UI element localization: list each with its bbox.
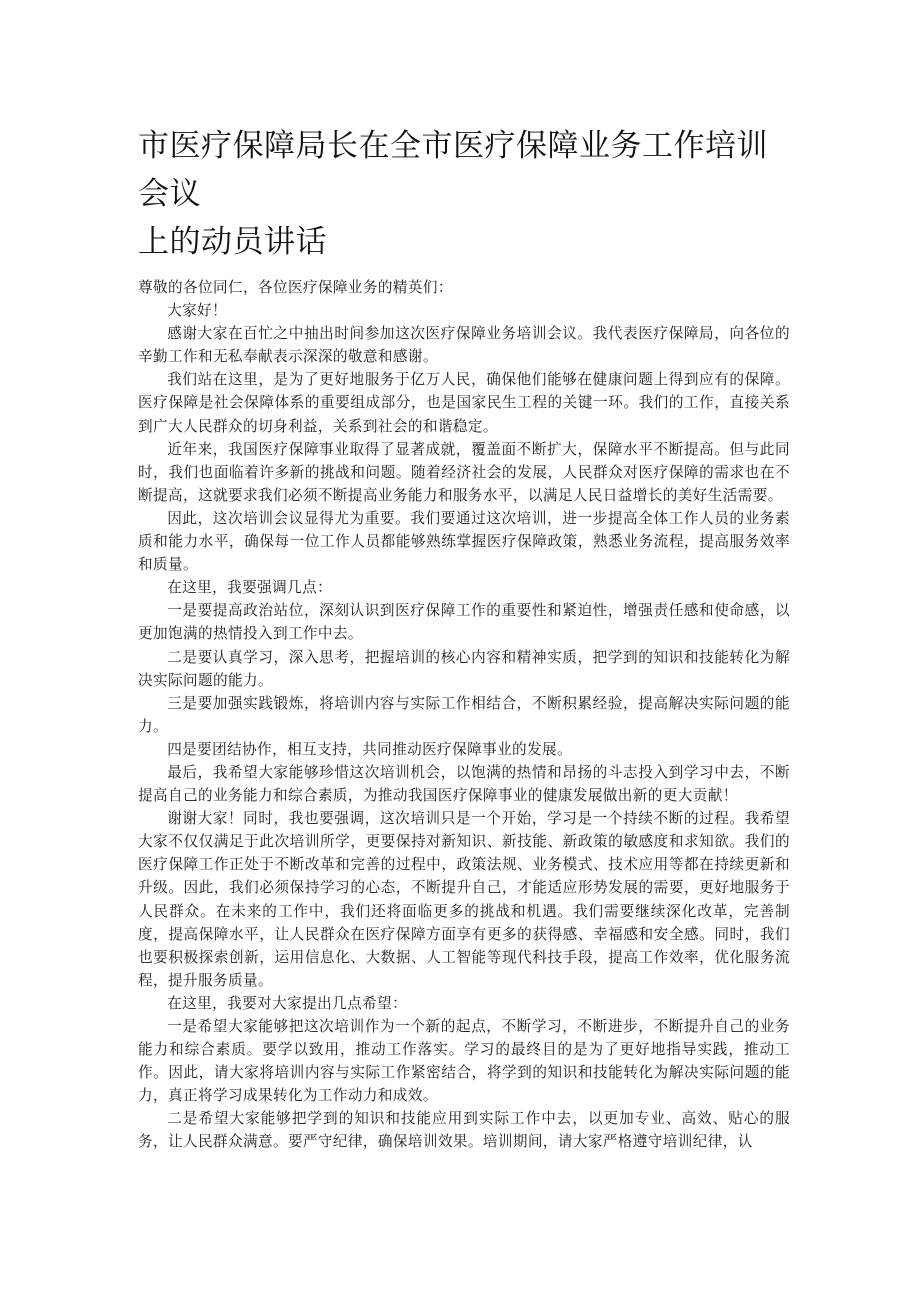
- paragraph: 因此，这次培训会议显得尤为重要。我们要通过这次培训，进一步提高全体工作人员的业务素质和能力水平，确保每一位工作人员都能够熟练掌握医疗保障政策，熟悉业务流程，提高服务效率和质量。: [138, 509, 790, 574]
- paragraph: 一是要提高政治站位，深刻认识到医疗保障工作的重要性和紧迫性，增强责任感和使命感，以更加饱满的热情投入到工作中去。: [138, 602, 790, 643]
- paragraph: 最后，我希望大家能够珍惜这次培训机会，以饱满的热情和昂扬的斗志投入到学习中去，不断提高自己的业务能力和综合素质，为推动我国医疗保障事业的健康发展做出新的更大贡献！: [138, 763, 790, 805]
- document-page: [138, 122, 790, 1154]
- paragraph: 在这里，我要强调几点：: [167, 579, 333, 597]
- paragraph: 在这里，我要对大家提出几点希望：: [167, 994, 408, 1012]
- document-title: [138, 122, 790, 266]
- paragraph: 三是要加强实践锻炼，将培训内容与实际工作相结合，不断积累经验，提高解决实际问题的能力。: [138, 694, 790, 735]
- title-line-2: 上的动员讲话: [138, 224, 327, 260]
- paragraph: 二是希望大家能够把学到的知识和技能应用到实际工作中去，以更加专业、高效、贴心的服务，让人民群众满意。要严守纪律，确保培训效果。培训期间，请大家严格遵守培训纪律，认: [138, 1110, 790, 1151]
- title-line-1: 市医疗保障局长在全市医疗保障业务工作培训会议: [138, 128, 768, 212]
- paragraph: 大家好！: [167, 302, 228, 320]
- paragraph: 我们站在这里，是为了更好地服务于亿万人民，确保他们能够在健康问题上得到应有的保障。医疗保障是社会保障体系的重要组成部分，也是国家民生工程的关键一环。我们的工作，直接关系到广大人民群众的切身利益，关系到社会的和谐稳定。: [138, 371, 790, 435]
- paragraph: 谢谢大家！同时，我也要强调，这次培训只是一个开始，学习是一个持续不断的过程。我希望大家不仅仅满足于此次培训所学，更要保持对新知识、新技能、新政策的敏感度和求知欲。我们的医疗保障工作正处于不断改革和完善的过程中，政策法规、业务模式、技术应用等都在持续更新和升级。因此，我们必须保持学习的心态，不断提升自己，才能适应形势发展的需要，更好地服务于人民群众。在未来的工作中，我们还将面临更多的挑战和机遇。我们需要继续深化改革，完善制度，提高保障水平，让人民群众在医疗保障方面享有更多的获得感、幸福感和安全感。同时，我们也要积极探索创新，运用信息化、大数据、人工智能等现代科技手段，提高工作效率，优化服务流程，提升服务质量。: [138, 810, 790, 989]
- paragraph: 二是要认真学习，深入思考，把握培训的核心内容和精神实质，把学到的知识和技能转化为解决实际问题的能力。: [138, 648, 790, 689]
- paragraph: 四是要团结协作，相互支持，共同推动医疗保障事业的发展。: [167, 740, 573, 758]
- paragraph: 感谢大家在百忙之中抽出时间参加这次医疗保障业务培训会议。我代表医疗保障局，向各位的辛勤工作和无私奉献表示深深的敬意和感谢。: [138, 325, 790, 366]
- paragraph: 近年来，我国医疗保障事业取得了显著成就，覆盖面不断扩大，保障水平不断提高。但与此同时，我们也面临着许多新的挑战和问题。随着经济社会的发展，人民群众对医疗保障的需求也在不断提高，这就要求我们必须不断提高业务能力和服务水平，以满足人民日益增长的美好生活需要。: [138, 440, 790, 504]
- document-body: [138, 276, 790, 1154]
- salutation: 尊敬的各位同仁，各位医疗保障业务的精英们：: [138, 279, 453, 296]
- paragraph: 一是希望大家能够把这次培训作为一个新的起点，不断学习，不断进步，不断提升自己的业务能力和综合素质。要学以致用，推动工作落实。学习的最终目的是为了更好地指导实践，推动工作。因此，请大家将培训内容与实际工作紧密结合，将学到的知识和技能转化为解决实际问题的能力，真正将学习成果转化为工作动力和成效。: [138, 1018, 790, 1105]
